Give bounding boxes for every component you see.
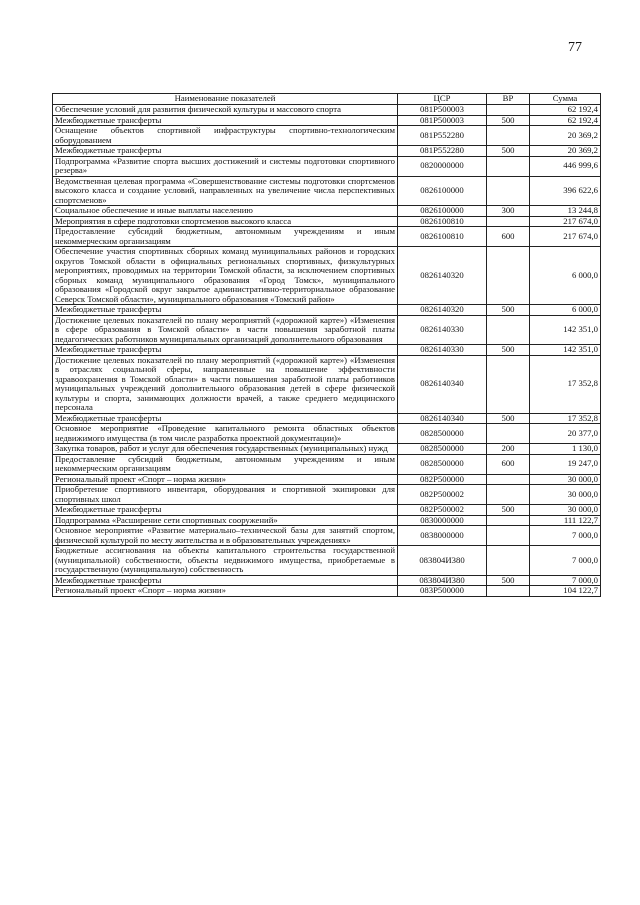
row-sum: 217 674,0 [530,227,601,247]
table-row [53,156,601,176]
row-vr [487,216,530,227]
header-name: Наименование показателей [53,94,398,105]
table-row [53,546,601,576]
row-vr: 500 [487,505,530,516]
row-vr [487,586,530,597]
table-row [53,227,601,247]
row-name: Межбюджетные трансферты [53,146,398,157]
row-csr: 0828500000 [398,424,487,444]
row-sum: 62 192,4 [530,115,601,126]
row-name: Оснащение объектов спортивной инфраструктуры спортивно-технологическим оборудованием [53,126,398,146]
row-vr: 600 [487,454,530,474]
row-csr: 0838000000 [398,526,487,546]
row-csr: 0826140320 [398,305,487,316]
table-row [53,126,601,146]
row-sum: 30 000,0 [530,485,601,505]
table-row [53,105,601,116]
row-csr: 0826100000 [398,176,487,206]
row-csr: 0820000000 [398,156,487,176]
row-csr: 081P500003 [398,115,487,126]
row-name: Основное мероприятие «Проведение капитального ремонта областных объектов недвижимого имущества (в том числе разработка проектной документации)» [53,424,398,444]
row-sum: 6 000,0 [530,305,601,316]
row-csr: 0826140320 [398,247,487,305]
row-vr: 200 [487,444,530,455]
row-csr: 0826140340 [398,355,487,413]
row-name: Достижение целевых показателей по плану мероприятий («дорожной карте») «Изменения в отраслях социальной сферы, направленные на повышение эффективности здравоохранения в Томской области» в части повышения заработной платы работников муниципальных учреждений дополнительного образования детей в сфере физической культуры и спорта, занимающих должности врачей, а также среднего медицинского персонала [53,355,398,413]
row-vr [487,526,530,546]
row-csr: 081P552280 [398,126,487,146]
row-name: Социальное обеспечение и иные выплаты населению [53,206,398,217]
row-vr [487,176,530,206]
row-sum: 30 000,0 [530,505,601,516]
row-name: Межбюджетные трансферты [53,413,398,424]
row-vr: 500 [487,575,530,586]
row-name: Межбюджетные трансферты [53,505,398,516]
table-row [53,176,601,206]
budget-table [52,93,601,597]
row-sum: 30 000,0 [530,474,601,485]
row-vr [487,546,530,576]
row-csr: 0830000000 [398,515,487,526]
row-name: Закупка товаров, работ и услуг для обеспечения государственных (муниципальных) нужд [53,444,398,455]
row-vr: 500 [487,115,530,126]
row-name: Обеспечение условий для развития физической культуры и массового спорта [53,105,398,116]
row-sum: 6 000,0 [530,247,601,305]
row-sum: 7 000,0 [530,526,601,546]
row-csr: 0828500000 [398,444,487,455]
row-sum: 142 351,0 [530,345,601,356]
table-row [53,485,601,505]
header-vr: ВР [487,94,530,105]
row-name: Основное мероприятие «Развитие материально–технической базы для занятий спортом, физической культурой по месту жительства и в образовательных учреждениях» [53,526,398,546]
header-csr: ЦСР [398,94,487,105]
table-row [53,505,601,516]
row-sum: 20 369,2 [530,146,601,157]
table-row [53,216,601,227]
row-name: Межбюджетные трансферты [53,115,398,126]
row-csr: 0826100000 [398,206,487,217]
row-name: Обеспечение участия спортивных сборных команд муниципальных районов и городских округов Томской области в официальных региональных спортивных, физкультурных мероприятиях, проводимых на территории Томской области, за исключением спортивных сборных команд муниципального образования «Город Томск», муниципального образования «Городской округ закрытое административно-территориальное образование Северск Томской области», муниципального образования «Томский район» [53,247,398,305]
row-sum: 396 622,6 [530,176,601,206]
row-csr: 082P500000 [398,474,487,485]
table-row [53,355,601,413]
table-row [53,586,601,597]
row-vr [487,126,530,146]
row-sum: 446 999,6 [530,156,601,176]
row-vr [487,515,530,526]
row-vr [487,315,530,345]
row-vr [487,247,530,305]
table-row [53,115,601,126]
row-csr: 082P500002 [398,505,487,516]
row-csr: 082P500002 [398,485,487,505]
row-sum: 20 369,2 [530,126,601,146]
row-vr [487,424,530,444]
row-name: Предоставление субсидий бюджетным, автономным учреждениям и иным некоммерческим организациям [53,454,398,474]
row-sum: 20 377,0 [530,424,601,444]
row-vr [487,156,530,176]
table-row [53,424,601,444]
row-sum: 217 674,0 [530,216,601,227]
row-sum: 111 122,7 [530,515,601,526]
row-name: Мероприятия в сфере подготовки спортсменов высокого класса [53,216,398,227]
row-name: Региональный проект «Спорт – норма жизни» [53,586,398,597]
row-vr [487,485,530,505]
table-row [53,315,601,345]
row-sum: 104 122,7 [530,586,601,597]
table-row [53,413,601,424]
row-csr: 0828500000 [398,454,487,474]
table-row [53,454,601,474]
table-row [53,444,601,455]
header-sum: Сумма [530,94,601,105]
row-name: Достижение целевых показателей по плану мероприятий («дорожной карте») «Изменения в сфере образования в Томской области» в части повышения заработной платы педагогических работников муниципальных организаций дополнительного образования [53,315,398,345]
row-csr: 083P500000 [398,586,487,597]
row-vr: 500 [487,345,530,356]
row-csr: 081P552280 [398,146,487,157]
row-vr [487,474,530,485]
row-csr: 083804И380 [398,546,487,576]
table-row [53,575,601,586]
row-sum: 62 192,4 [530,105,601,116]
row-sum: 17 352,8 [530,413,601,424]
table-row [53,305,601,316]
row-vr [487,105,530,116]
row-vr: 500 [487,413,530,424]
row-sum: 17 352,8 [530,355,601,413]
row-vr: 600 [487,227,530,247]
table-row [53,515,601,526]
row-vr: 500 [487,146,530,157]
row-vr [487,355,530,413]
row-name: Подпрограмма «Развитие спорта высших достижений и системы подготовки спортивного резерва» [53,156,398,176]
table-header-row [53,94,601,105]
row-sum: 13 244,8 [530,206,601,217]
row-name: Подпрограмма «Расширение сети спортивных сооружений» [53,515,398,526]
row-sum: 19 247,0 [530,454,601,474]
row-vr: 500 [487,305,530,316]
row-csr: 0826100810 [398,227,487,247]
row-sum: 7 000,0 [530,546,601,576]
row-csr: 0826140330 [398,315,487,345]
row-name: Региональный проект «Спорт – норма жизни» [53,474,398,485]
table-row [53,526,601,546]
row-sum: 7 000,0 [530,575,601,586]
table-row [53,345,601,356]
row-name: Предоставление субсидий бюджетным, автономным учреждениям и иным некоммерческим организациям [53,227,398,247]
row-csr: 0826100810 [398,216,487,227]
table-row [53,474,601,485]
row-name: Ведомственная целевая программа «Совершенствование системы подготовки спортсменов высокого класса и создание условий, направленных на увеличение числа перспективных спортсменов» [53,176,398,206]
row-sum: 1 130,0 [530,444,601,455]
page-number: 77 [568,40,582,55]
table-row [53,206,601,217]
row-name: Приобретение спортивного инвентаря, оборудования и спортивной экипировки для спортивных школ [53,485,398,505]
row-vr: 300 [487,206,530,217]
row-name: Межбюджетные трансферты [53,575,398,586]
row-name: Бюджетные ассигнования на объекты капитального строительства государственной (муниципальной) собственности, объекты недвижимого имущества, приобретаемые в государственную (муниципальную) собственность [53,546,398,576]
row-csr: 081P500003 [398,105,487,116]
row-csr: 0826140340 [398,413,487,424]
row-name: Межбюджетные трансферты [53,345,398,356]
row-csr: 083804И380 [398,575,487,586]
table-row [53,146,601,157]
table-row [53,247,601,305]
row-sum: 142 351,0 [530,315,601,345]
row-name: Межбюджетные трансферты [53,305,398,316]
row-csr: 0826140330 [398,345,487,356]
